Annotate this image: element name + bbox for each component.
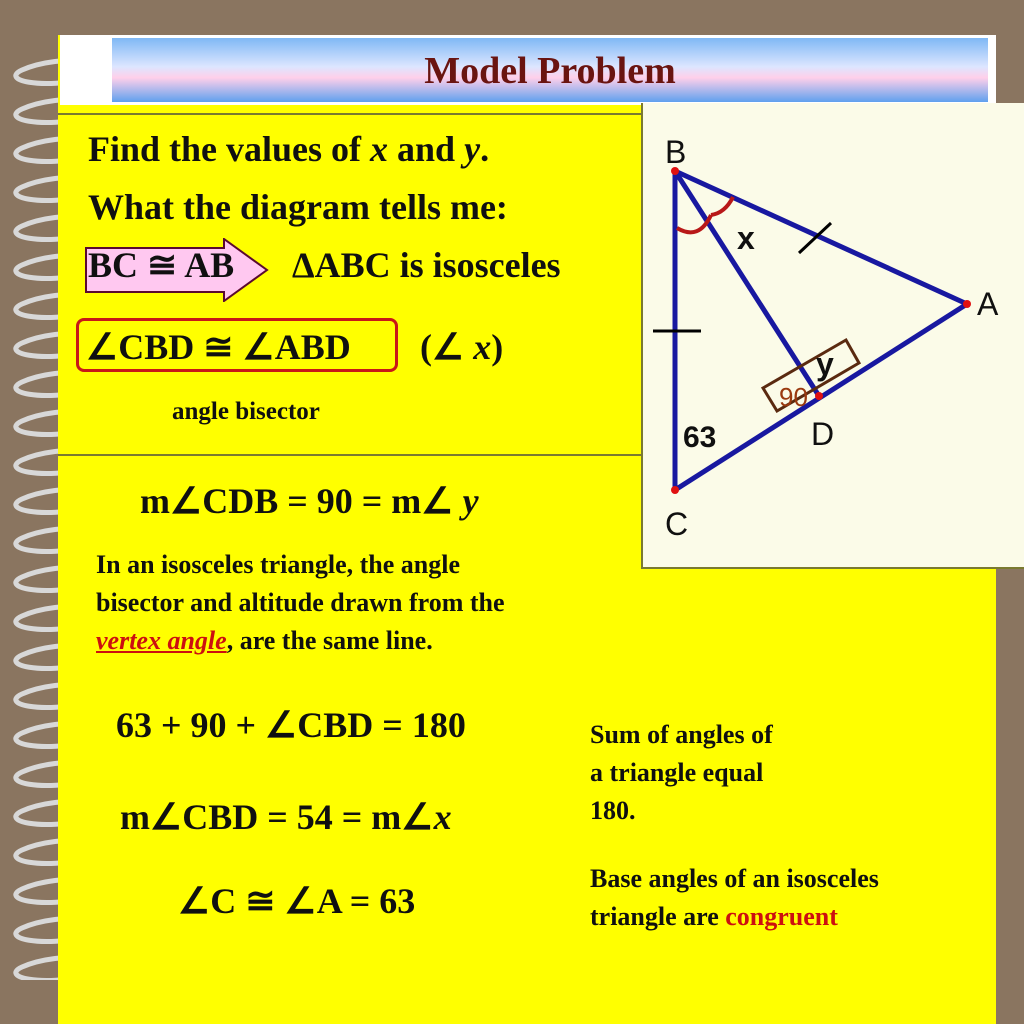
theorem-line-1: In an isosceles triangle, the angle: [96, 550, 460, 579]
sum-note-line-2: a triangle equal: [590, 758, 764, 787]
label-90: 90: [779, 382, 808, 412]
sum-note-line-3: 180.: [590, 796, 636, 825]
label-b: B: [665, 134, 687, 170]
divider-middle: [58, 454, 643, 456]
problem-text: Find the values of: [88, 129, 371, 169]
cbd-result: [120, 796, 452, 838]
congruent-word: congruent: [725, 902, 838, 931]
base-note-line-1: Base angles of an isosceles: [590, 864, 879, 893]
divider-top: [58, 113, 643, 115]
vertex-a: [963, 300, 971, 308]
vertex-c: [671, 486, 679, 494]
problem-line-2: What the diagram tells me:: [88, 187, 508, 227]
var-x: x: [370, 129, 389, 169]
angle-congruence: ∠CBD ≅ ∠ABD: [86, 327, 351, 367]
angle-note: [420, 326, 503, 368]
theorem-line-2: bisector and altitude drawn from the: [96, 588, 505, 617]
bisector-label: angle bisector: [172, 398, 320, 425]
equation-text: m∠CDB = 90 = m∠: [140, 481, 463, 521]
isosceles-conclusion: ΔABC is isosceles: [292, 245, 561, 285]
label-63: 63: [683, 421, 717, 454]
problem-text: and: [388, 129, 465, 169]
base-angles-equation: ∠C ≅ ∠A = 63: [178, 881, 416, 921]
var-y: y: [462, 481, 479, 521]
right-angle-equation: [140, 480, 479, 522]
given-statement: BC ≅ AB: [88, 245, 235, 285]
var-y: y: [464, 129, 481, 169]
triangle-diagram: [641, 103, 1024, 569]
sum-note-line-1: Sum of angles of: [590, 720, 773, 749]
point-d: [815, 392, 823, 400]
angle-note-close: ): [491, 327, 504, 367]
label-c: C: [665, 506, 689, 542]
label-a: A: [977, 286, 999, 322]
angle-note-open: (∠: [420, 327, 474, 367]
page-title: Model Problem: [424, 50, 676, 92]
equation-text: m∠CBD = 54 = m∠: [120, 797, 434, 837]
label-x: x: [737, 220, 755, 256]
sum-equation: 63 + 90 + ∠CBD = 180: [116, 705, 466, 745]
theorem-line-3: [96, 626, 433, 656]
var-x: x: [473, 327, 492, 367]
theorem-text: , are the same line.: [226, 626, 433, 655]
base-note-text: triangle are: [590, 902, 726, 931]
problem-line-1: [88, 128, 489, 170]
right-angle-box: [763, 340, 859, 411]
label-d: D: [811, 416, 835, 452]
angle-arc-abd: [711, 197, 733, 215]
base-note-line-2: [590, 902, 838, 932]
var-x: x: [433, 797, 452, 837]
vertex-angle-link[interactable]: vertex angle: [96, 626, 227, 655]
label-y: y: [816, 346, 834, 382]
problem-text: .: [480, 129, 490, 169]
